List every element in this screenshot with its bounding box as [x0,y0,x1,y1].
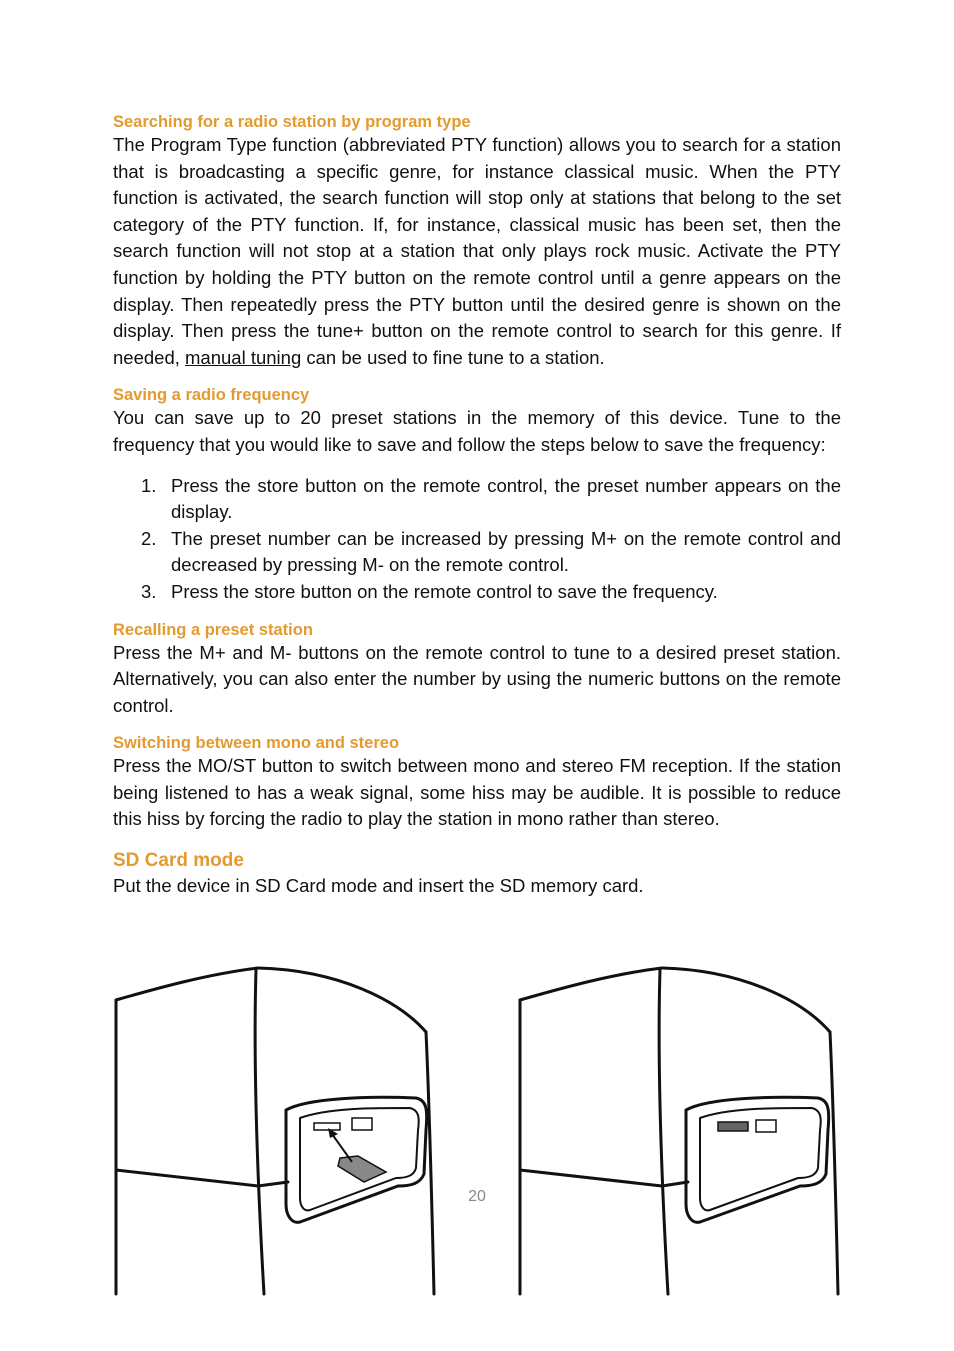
cabinet-top-left-edge [116,968,258,1000]
content-column [113,112,841,900]
paragraph-pty [113,132,841,371]
paragraph-recalling: Press the M+ and M- buttons on the remote control to tune to a desired preset station. Alternatively, you can also enter the number by using the numeric buttons on the remote control. [113,641,841,716]
cabinet-top-left-edge [520,968,662,1000]
pty-text-start: The Program Type function (abbreviated PTY function) allows you to search for a station that is broadcasting a specific genre, for instance classical music. When the PTY function is activated, the search function will stop only at stations that belong to the set category of the PTY function. If, for instance, classical music has been set, then the search function will not stop at a station that only plays rock music. Activate the PTY function by holding the PTY button on the remote control until a genre appears on the display. Then repeatedly press the PTY button until the desired genre is shown on the display. Then press the tune+ button on the remote control to search for this genre. If needed, [113,134,841,368]
step-number: 1. [141,474,157,496]
sd-inserted-illustration [512,960,852,1300]
paragraph-sd-card: Put the device in SD Card mode and insert the SD memory card. [113,875,644,897]
heading-saving: Saving a radio frequency [113,386,310,405]
paragraph-saving: You can save up to 20 preset stations in the memory of this device. Tune to the frequency that you would like to save and follow the steps below to save the frequency: [113,407,841,455]
cabinet-top-right-edge [258,968,426,1032]
list-item [113,473,841,526]
sd-card-icon [338,1156,386,1182]
heading-sd-card-mode: SD Card mode [113,850,244,872]
sd-card-inserted-icon [718,1122,748,1131]
heading-recalling: Recalling a preset station [113,620,313,639]
cabinet-corner-edge [255,970,264,1294]
usb-slot [756,1120,776,1132]
step-number: 2. [141,527,157,549]
heading-pty: Searching for a radio station by program type [113,113,471,131]
step-text: Press the store button on the remote control to save the frequency. [171,580,718,602]
step-text: Press the store button on the remote control, the preset number appears on the display. [171,474,841,523]
manual-tuning-link[interactable]: manual tuning [185,346,302,368]
usb-slot [352,1118,372,1130]
cabinet-top-right-edge [662,968,830,1032]
sd-insert-illustration [108,960,448,1300]
sd-slot [314,1123,340,1130]
heading-mono-stereo: Switching between mono and stereo [113,734,400,753]
sd-slot-group [314,1118,386,1182]
page-number: 20 [468,1188,486,1205]
steps-list [113,473,841,606]
cabinet-right-edge [830,1032,838,1294]
step-number: 3. [141,580,157,602]
cabinet-right-edge [426,1032,434,1294]
pty-text-end: can be used to fine tune to a station. [301,346,605,368]
step-text: The preset number can be increased by pressing M+ on the remote control and decreased by pressing M- on the remote control. [171,527,841,576]
cabinet-bottom-seam [520,1170,662,1186]
list-item [113,579,841,606]
cabinet-corner-edge [659,970,668,1294]
connector-seam [258,1182,288,1186]
paragraph-mono-stereo: Press the MO/ST button to switch between mono and stereo FM reception. If the station being listened to has a weak signal, some hiss may be audible. It is possible to reduce this hiss by forcing the radio to play the station in mono rather than stereo. [113,755,841,830]
cabinet-bottom-seam [116,1170,258,1186]
list-item [113,526,841,579]
connector-seam [662,1182,688,1186]
